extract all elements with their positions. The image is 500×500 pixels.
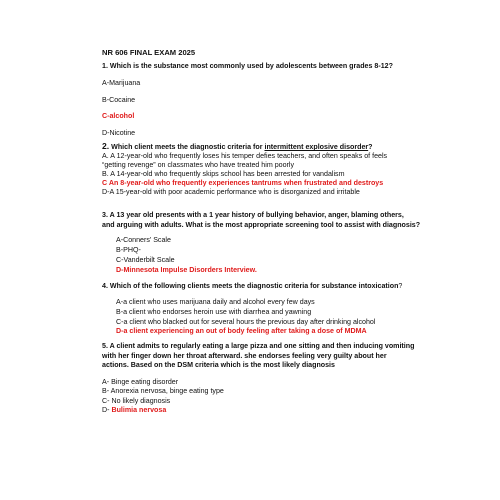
question-1: 1. Which is the substance most commonly used by adolescents between grades 8-12? [102,62,393,70]
question-2-end: ? [368,143,373,151]
q1-option-b: B-Cocaine [102,96,136,104]
q4-option-c: C-a client who blacked out for several hours the previous day after drinking alcohol [116,318,376,326]
q2-option-a-line1: A. A 12-year-old who frequently loses his temper defies teachers, and often speaks of feels [102,152,388,160]
q2-option-d: D-A 15-year-old with poor academic performance who is disorganized and irritable [102,188,360,196]
question-2-text: Which client meets the diagnostic criteria for [109,143,265,151]
question-2-underlined-term: intermittent explosive disorder [264,143,369,151]
q3-option-a: A-Conners’ Scale [116,236,171,244]
q2-option-b: B. A 14-year-old who frequently skips school has been arrested for vandalism [102,170,345,178]
question-4-text: 4. Which of the following clients meets the diagnostic criteria for substance intoxication [102,282,399,290]
question-2-number: 2. [102,141,110,151]
q3-option-c: C-Vanderbilt Scale [116,256,175,264]
q1-option-a: A-Marijuana [102,79,141,87]
q5-option-b: B- Anorexia nervosa, binge eating type [102,387,224,395]
q5-option-d [102,406,166,415]
document-title: NR 606 FINAL EXAM 2025 [102,48,196,57]
q5-option-d-answer: Bulimia nervosa [111,406,167,414]
question-5-line1: 5. A client admits to regularly eating a large pizza and one sitting and then inducing vomiting [102,342,415,350]
question-5-line3: actions. Based on the DSM criteria which is the most likely diagnosis [102,361,335,369]
q4-option-b: B-a client who endorses heroin use with diarrhea and yawning [116,308,312,316]
question-4 [102,282,402,291]
q5-option-c: C- No likely diagnosis [102,397,171,405]
q2-option-c-answer: C An 8-year-old who frequently experiences tantrums when frustrated and destroys [102,179,384,187]
q3-option-b: B-PHQ- [116,246,141,254]
q4-option-a: A-a client who uses marijuana daily and alcohol every few days [116,298,315,306]
q5-option-a: A- Binge eating disorder [102,378,179,386]
q2-option-a-line2: “getting revenge” on classmates who have treated him poorly [102,161,295,169]
question-3-line1: 3. A 13 year old presents with a 1 year history of bullying behavior, anger, blaming others, [102,211,404,219]
question-4-end: ? [398,282,403,290]
q3-option-d-answer: D-Minnesota Impulse Disorders Interview. [116,266,257,274]
q4-option-d-answer: D-a client experiencing an out of body feeling after taking a dose of MDMA [116,327,367,335]
question-3-line2: and arguing with adults. What is the most appropriate screening tool to assist with diagnosis? [102,221,421,229]
question-2 [102,142,373,152]
q1-option-d: D-Nicotine [102,129,136,137]
q5-option-d-label: D- [102,406,112,414]
q1-option-c-answer: C-alcohol [102,112,135,120]
question-5-line2: with her finger down her throat afterward. she endorses feeling very guilty about her [102,352,387,360]
